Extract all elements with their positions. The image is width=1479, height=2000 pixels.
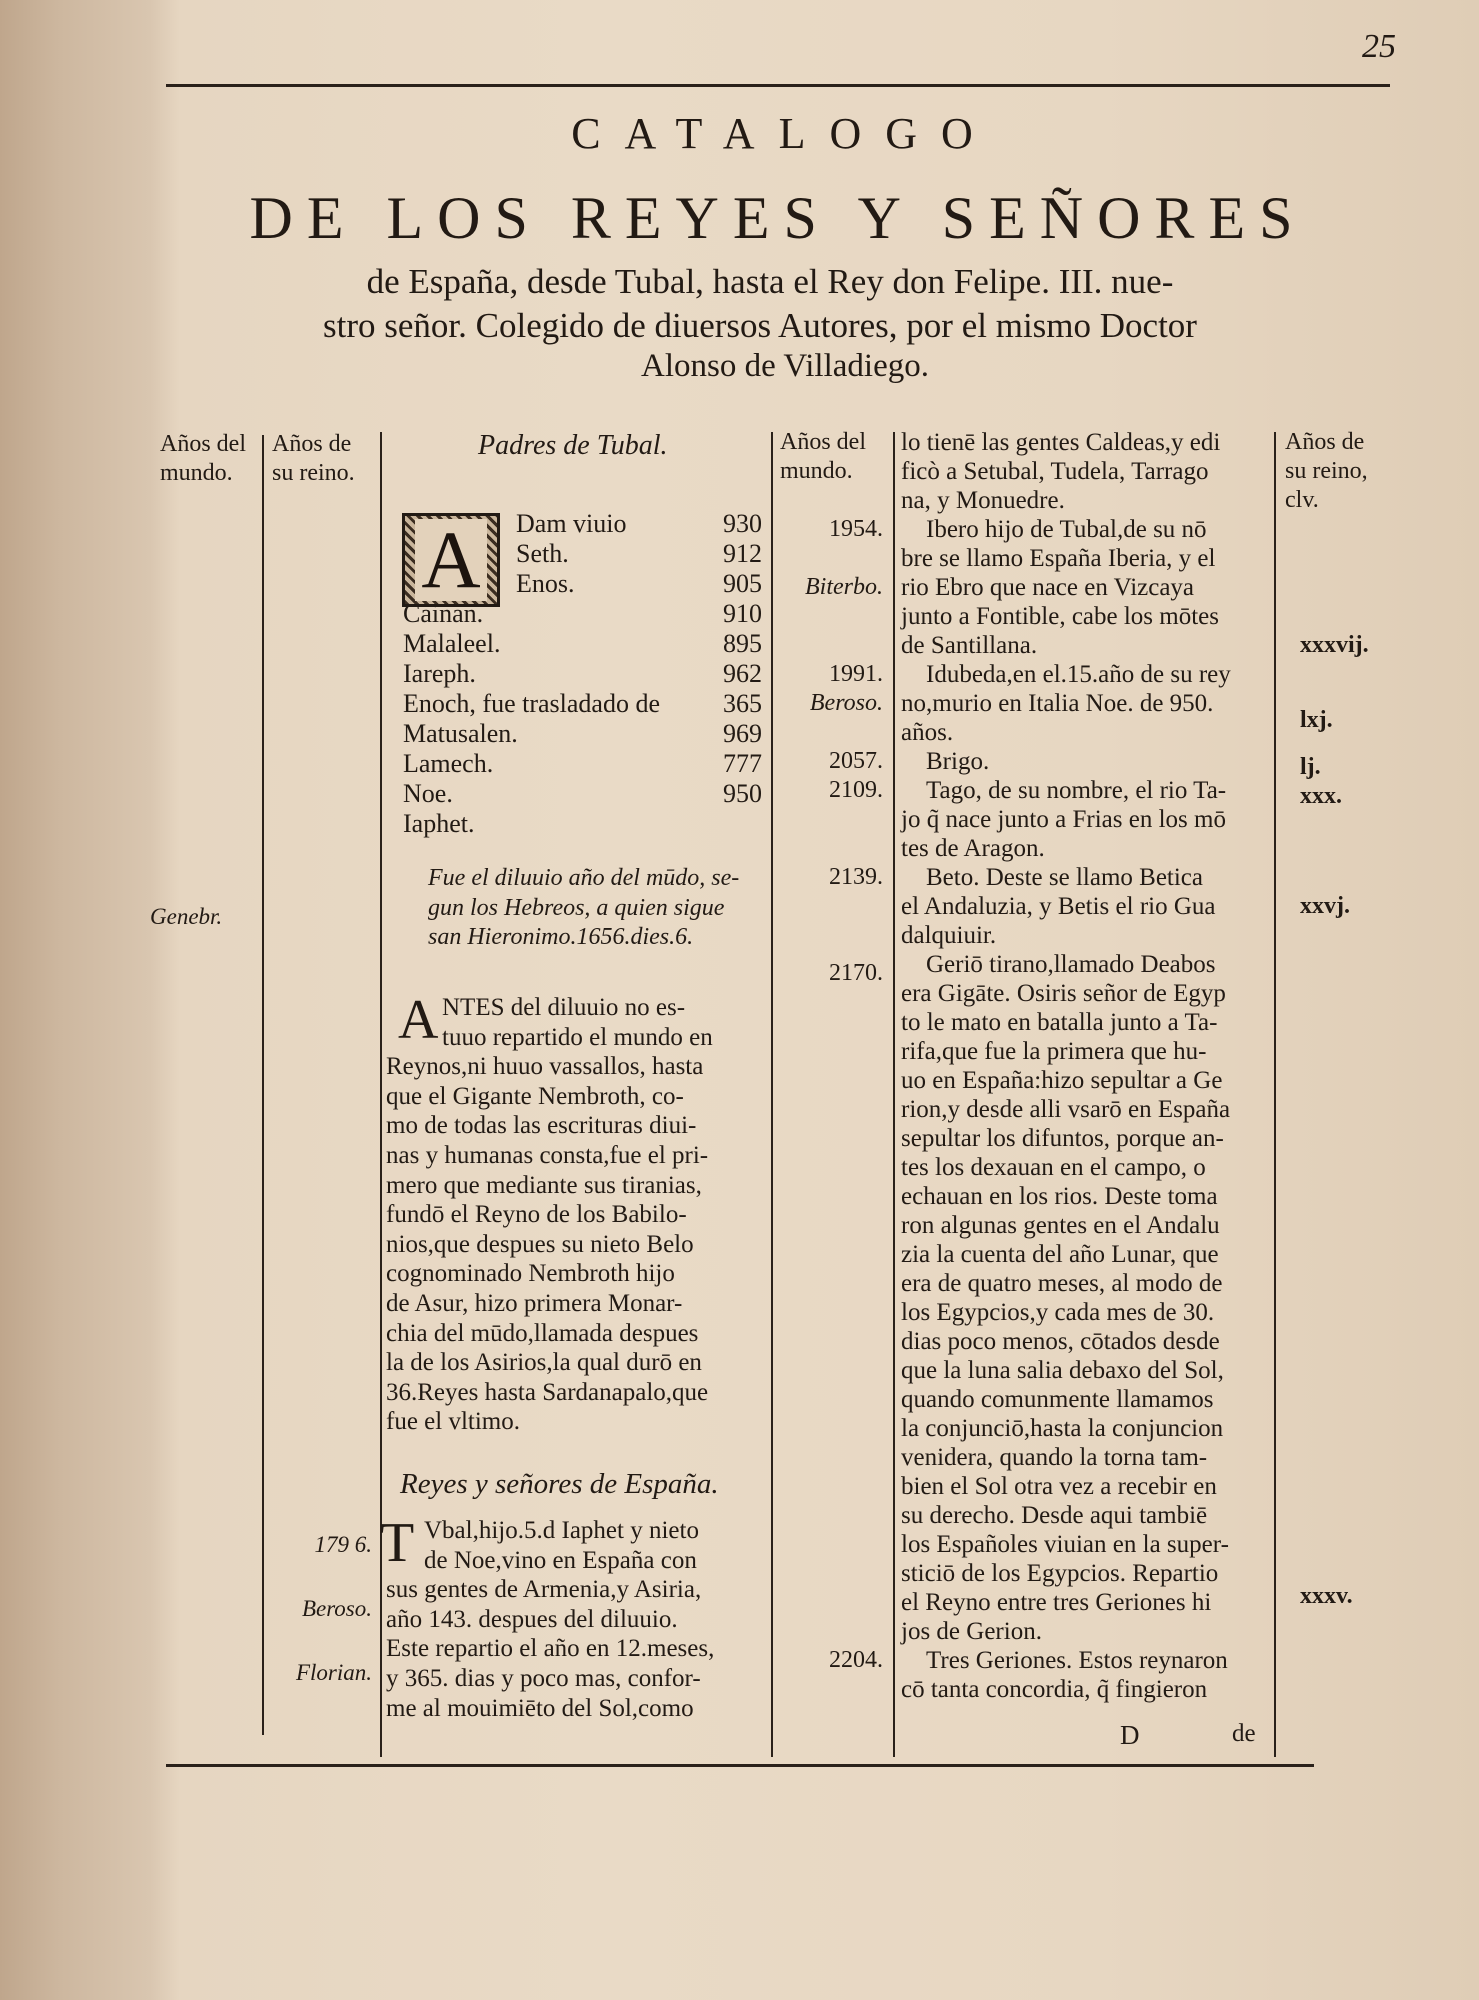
genealogy-name: Iaphet. — [403, 809, 475, 838]
paragraph-line: de Noe,vino en España con — [424, 1546, 697, 1574]
paragraph-line: el Reyno entre tres Geriones hi — [901, 1589, 1212, 1616]
paragraph-line: era Gigāte. Osiris señor de Egyp — [901, 980, 1226, 1007]
paragraph-line: años. — [901, 719, 954, 746]
paragraph-line: chia del mūdo,llamada despues — [386, 1319, 699, 1347]
genealogy-years: 962 — [723, 659, 762, 688]
paragraph-line: su derecho. Desde aqui tambiē — [901, 1502, 1208, 1529]
paragraph-line: de Asur, hizo primera Monar- — [386, 1290, 683, 1317]
genealogy-name: Iareph. — [403, 659, 476, 688]
paragraph-line: nios,que despues su nieto Belo — [386, 1230, 694, 1258]
reign-year-note: xxx. — [1300, 782, 1342, 809]
genealogy-name: Matusalen. — [403, 719, 518, 748]
genealogy-name: Malaleel. — [403, 629, 501, 658]
paragraph-line: los Egypcios,y cada mes de 30. — [901, 1299, 1215, 1326]
header-years-reign-right: Años de su reino, clv. — [1285, 429, 1368, 513]
genealogy-years: 969 — [723, 719, 762, 748]
marginal-note: 179 6. — [314, 1532, 372, 1557]
column-rule — [771, 432, 773, 1757]
subtitle-line-2: stro señor. Colegido de diuersos Autores, por el mismo Doctor — [323, 306, 1197, 345]
paragraph-line: uo en España:hizo sepultar a Ge — [901, 1067, 1223, 1094]
reign-year-note: xxxv. — [1300, 1583, 1353, 1610]
paragraph-line: Vbal,hijo.5.d Iaphet y nieto — [424, 1517, 699, 1544]
world-year-note: Biterbo. — [805, 574, 883, 600]
paragraph-line: sepultar los difuntos, porque an- — [901, 1125, 1224, 1152]
world-year-note: 1954. — [829, 516, 883, 542]
header-years-world-mid: Años del mundo. — [780, 429, 866, 484]
reign-year-note: lxj. — [1300, 707, 1333, 734]
paragraph-line: año 143. despues del diluuio. — [386, 1605, 678, 1633]
paragraph-line: jo q̃ nace junto a Frias en los mō — [901, 806, 1226, 833]
genealogy-name: Seth. — [516, 539, 569, 568]
world-year-note: 2109. — [829, 777, 883, 803]
paragraph-line: 36.Reyes hasta Sardanapalo,que — [386, 1378, 709, 1406]
paragraph-line: Tres Geriones. Estos reynaron — [926, 1647, 1228, 1674]
paragraph-line: jos de Gerion. — [901, 1618, 1042, 1645]
paragraph-line: rio Ebro que nace en Vizcaya — [901, 574, 1195, 601]
genealogy-years: 930 — [723, 509, 762, 538]
bottom-rule — [166, 1764, 1314, 1767]
paragraph-line: fundō el Reyno de los Babilo- — [386, 1201, 687, 1229]
paragraph-line: na, y Monuedre. — [901, 487, 1065, 514]
genealogy-years: 912 — [723, 539, 762, 568]
paragraph-line: ron algunas gentes en el Andalu — [901, 1212, 1220, 1239]
paragraph-line: Brigo. — [926, 748, 990, 775]
paragraph-line: sticiō de los Egypcios. Repartio — [901, 1560, 1219, 1587]
paragraph-line: rion,y desde alli vsarō en España — [901, 1096, 1231, 1123]
subtitle-line-3: Alonso de Villadiego. — [641, 348, 929, 384]
header-years-reign-left: Años de su reino. — [272, 431, 355, 486]
paragraph-line: me al mouimiēto del Sol,como — [386, 1694, 694, 1722]
paragraph-line: y 365. dias y poco mas, confor- — [386, 1665, 701, 1692]
paragraph-line: lo tienē las gentes Caldeas,y edi — [901, 429, 1221, 456]
world-year-note: 2170. — [829, 959, 883, 986]
paragraph-line: bien el Sol otra vez a recebir en — [901, 1473, 1217, 1500]
reign-year-note: lj. — [1300, 753, 1321, 780]
paragraph-line: Ibero hijo de Tubal,de su nō — [926, 516, 1207, 543]
paragraph-line: no,murio en Italia Noe. de 950. — [901, 690, 1214, 717]
paragraph-line: to le mato en batalla junto a Ta- — [901, 1009, 1218, 1036]
title-reyes-senores: DE LOS REYES Y SEÑORES — [249, 185, 1307, 251]
paragraph-line: de Santillana. — [901, 632, 1038, 659]
paragraph-line: dias poco menos, cōtados desde — [901, 1328, 1220, 1355]
paragraph-line: quando comunmente llamamos — [901, 1386, 1214, 1413]
paragraph-line: venidera, quando la torna tam- — [901, 1444, 1208, 1471]
paragraph-line: rifa,que fue la primera que hu- — [901, 1038, 1207, 1065]
flood-note-line: Fue el diluuio año del mūdo, se- — [428, 865, 740, 891]
header-years-world-left: Años del mundo. — [160, 431, 246, 486]
paragraph-line: la conjunciō,hasta la conjuncion — [901, 1415, 1224, 1442]
paragraph-line: dalquiuir. — [901, 922, 997, 949]
paragraph-line: echauan en los rios. Deste toma — [901, 1183, 1218, 1210]
initial-letter: A — [398, 989, 439, 1051]
paragraph-line: Geriō tirano,llamado Deabos — [926, 951, 1216, 978]
subtitle-line-1: de España, desde Tubal, hasta el Rey don Felipe. III. nue- — [366, 262, 1174, 301]
world-year-note: 2204. — [829, 1647, 883, 1673]
column-rule — [1274, 432, 1276, 1757]
paragraph-line: mero que mediante sus tiranias, — [386, 1171, 702, 1199]
genealogy-years: 777 — [723, 749, 762, 778]
genealogy-years: 365 — [723, 689, 762, 718]
genealogy-name: Enoch, fue trasladado de — [403, 689, 661, 718]
paragraph-line: Beto. Deste se llamo Betica — [926, 864, 1204, 891]
marginal-note: Genebr. — [150, 904, 223, 929]
paragraph-line: Reynos,ni huuo vassallos, hasta — [386, 1053, 704, 1081]
paragraph-line: nas y humanas consta,fue el pri- — [386, 1142, 709, 1169]
paragraph-line: fue el vltimo. — [386, 1408, 520, 1436]
paragraph-line: Este repartio el año en 12.meses, — [386, 1635, 715, 1663]
marginal-note: Florian. — [295, 1660, 372, 1685]
initial-letter: T — [380, 1512, 415, 1574]
column-rule — [893, 432, 895, 1757]
paragraph-line: Tago, de su nombre, el rio Ta- — [926, 777, 1227, 804]
reign-year-note: xxvj. — [1300, 893, 1350, 919]
dropcap-ornament: A — [402, 513, 500, 607]
flood-note-line: san Hieronimo.1656.dies.6. — [428, 924, 694, 950]
marginal-note: Beroso. — [301, 1596, 372, 1621]
world-year-note: 1991. — [829, 661, 883, 687]
paragraph-line: cognominado Nembroth hijo — [386, 1260, 675, 1288]
paragraph-line: los Españoles viuian en la super- — [901, 1531, 1229, 1558]
paragraph-line: bre se llamo España Iberia, y el — [901, 545, 1216, 572]
genealogy-name: Cainan. — [403, 599, 484, 628]
paragraph-line: ficò a Setubal, Tudela, Tarrago — [901, 458, 1209, 485]
genealogy-heading: Padres de Tubal. — [478, 430, 668, 461]
paragraph-line: junto a Fontible, cabe los mōtes — [901, 603, 1220, 630]
paragraph-line: era de quatro meses, al modo de — [901, 1270, 1223, 1297]
paragraph-line: NTES del diluuio no es- — [442, 994, 686, 1021]
world-year-note: Beroso. — [809, 690, 883, 716]
paragraph-line: tuuo repartido el mundo en — [442, 1023, 713, 1051]
paragraph-line: Idubeda,en el.15.año de su rey — [926, 661, 1231, 688]
top-rule — [166, 84, 1390, 87]
signature-mark: D — [1120, 1720, 1140, 1750]
paragraph-line: mo de todas las escrituras diui- — [386, 1112, 697, 1140]
paragraph-line: que la luna salia debaxo del Sol, — [901, 1357, 1224, 1384]
genealogy-years: 950 — [723, 779, 762, 808]
flood-note-line: gun los Hebreos, a quien sigue — [428, 894, 725, 921]
genealogy-name: Lamech. — [403, 749, 494, 778]
paragraph-line: tes los dexauan en el campo, o — [901, 1154, 1206, 1181]
kings-heading: Reyes y señores de España. — [400, 1468, 719, 1500]
genealogy-years: 905 — [723, 569, 762, 598]
reign-year-note: xxxvij. — [1300, 632, 1369, 658]
genealogy-name: Noe. — [403, 779, 453, 808]
paragraph-line: tes de Aragon. — [901, 835, 1045, 862]
paragraph-line: sus gentes de Armenia,y Asiria, — [386, 1576, 702, 1604]
paragraph-line: zia la cuenta del año Lunar, que — [901, 1241, 1219, 1268]
column-rule — [262, 435, 264, 1735]
title-catalogo: CATALOGO — [571, 109, 997, 158]
genealogy-years — [700, 809, 762, 838]
world-year-note: 2139. — [829, 864, 883, 890]
genealogy-name: Dam viuio — [516, 509, 627, 538]
genealogy-name: Enos. — [516, 569, 575, 598]
paragraph-line: la de los Asirios,la qual durō en — [386, 1349, 702, 1377]
world-year-note: 2057. — [829, 748, 883, 774]
page-number: 25 — [1362, 28, 1396, 65]
paragraph-line: que el Gigante Nembroth, co- — [386, 1082, 684, 1110]
paragraph-line: el Andaluzia, y Betis el rio Gua — [901, 893, 1216, 920]
genealogy-years: 895 — [723, 629, 762, 658]
paragraph-line: cō tanta concordia, q̃ fingieron — [901, 1676, 1208, 1703]
catchword: de — [1232, 1720, 1256, 1747]
genealogy-years: 910 — [723, 599, 762, 628]
